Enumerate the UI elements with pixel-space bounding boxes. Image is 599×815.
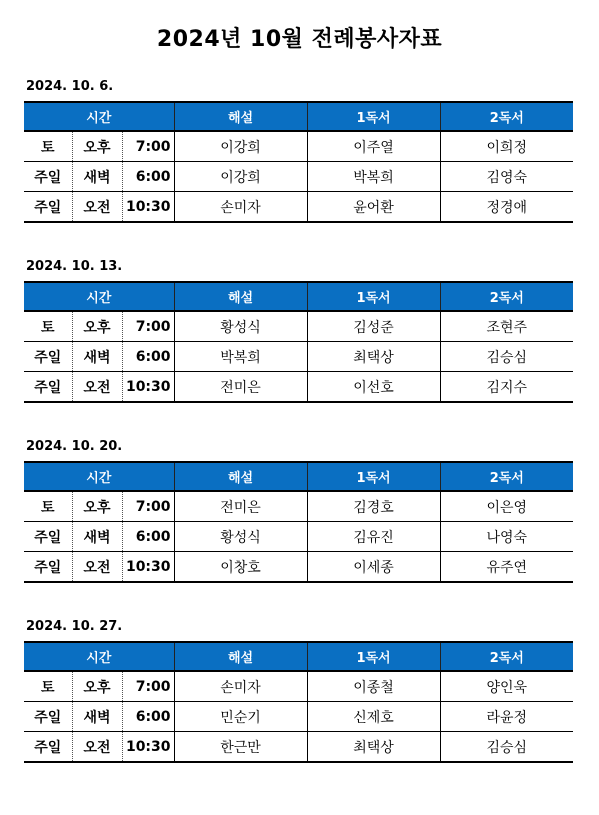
header-reader2: 2독서 xyxy=(440,642,573,671)
table-header-row xyxy=(24,462,573,491)
reader1-cell: 이주열 xyxy=(307,131,440,162)
time-cell: 10:30 xyxy=(122,552,174,583)
day-cell: 주일 xyxy=(24,192,72,223)
table-row xyxy=(24,702,573,732)
week-section xyxy=(24,618,573,763)
table-row xyxy=(24,491,573,522)
time-cell: 6:00 xyxy=(122,522,174,552)
ampm-cell: 새벽 xyxy=(72,162,122,192)
time-cell: 10:30 xyxy=(122,732,174,763)
header-time: 시간 xyxy=(24,102,174,131)
reader1-cell: 이종철 xyxy=(307,671,440,702)
commentary-cell: 이강희 xyxy=(174,162,307,192)
header-commentary: 해설 xyxy=(174,642,307,671)
commentary-cell: 이강희 xyxy=(174,131,307,162)
commentary-cell: 황성식 xyxy=(174,522,307,552)
commentary-cell: 박복희 xyxy=(174,342,307,372)
week-date: 2024. 10. 20. xyxy=(26,439,123,454)
reader2-cell: 이희정 xyxy=(440,131,573,162)
ampm-cell: 오후 xyxy=(72,671,122,702)
header-reader2: 2독서 xyxy=(440,462,573,491)
day-cell: 주일 xyxy=(24,342,72,372)
reader2-cell: 김지수 xyxy=(440,372,573,403)
commentary-cell: 황성식 xyxy=(174,311,307,342)
reader1-cell: 김성준 xyxy=(307,311,440,342)
ampm-cell: 새벽 xyxy=(72,342,122,372)
reader2-cell: 유주연 xyxy=(440,552,573,583)
ampm-cell: 오전 xyxy=(72,732,122,763)
time-cell: 7:00 xyxy=(122,671,174,702)
header-commentary: 해설 xyxy=(174,102,307,131)
reader1-cell: 윤어환 xyxy=(307,192,440,223)
reader2-cell: 김승심 xyxy=(440,342,573,372)
ampm-cell: 오후 xyxy=(72,491,122,522)
day-cell: 주일 xyxy=(24,162,72,192)
time-cell: 7:00 xyxy=(122,311,174,342)
ampm-cell: 새벽 xyxy=(72,702,122,732)
table-row xyxy=(24,522,573,552)
header-reader2: 2독서 xyxy=(440,102,573,131)
week-section xyxy=(24,78,573,223)
header-reader1: 1독서 xyxy=(307,642,440,671)
reader1-cell: 김경호 xyxy=(307,491,440,522)
week-date: 2024. 10. 13. xyxy=(26,259,123,274)
day-cell: 주일 xyxy=(24,372,72,403)
reader1-cell: 김유진 xyxy=(307,522,440,552)
schedule-table xyxy=(24,281,573,403)
schedule-table xyxy=(24,101,573,223)
reader2-cell: 조현주 xyxy=(440,311,573,342)
reader2-cell: 김영숙 xyxy=(440,162,573,192)
time-cell: 7:00 xyxy=(122,131,174,162)
page-title: 2024년 10월 전례봉사자표 xyxy=(156,27,443,52)
time-cell: 10:30 xyxy=(122,192,174,223)
table-row xyxy=(24,552,573,583)
ampm-cell: 오전 xyxy=(72,372,122,403)
week-date: 2024. 10. 6. xyxy=(26,79,114,94)
week-section xyxy=(24,258,573,403)
ampm-cell: 오후 xyxy=(72,131,122,162)
table-row xyxy=(24,732,573,763)
ampm-cell: 새벽 xyxy=(72,522,122,552)
header-time: 시간 xyxy=(24,462,174,491)
reader1-cell: 신제호 xyxy=(307,702,440,732)
commentary-cell: 이창호 xyxy=(174,552,307,583)
reader2-cell: 정경애 xyxy=(440,192,573,223)
day-cell: 주일 xyxy=(24,552,72,583)
commentary-cell: 손미자 xyxy=(174,192,307,223)
reader1-cell: 최택상 xyxy=(307,732,440,763)
header-reader1: 1독서 xyxy=(307,282,440,311)
table-row xyxy=(24,671,573,702)
table-row xyxy=(24,131,573,162)
week-date: 2024. 10. 27. xyxy=(26,619,123,634)
time-cell: 6:00 xyxy=(122,162,174,192)
header-reader2: 2독서 xyxy=(440,282,573,311)
day-cell: 토 xyxy=(24,311,72,342)
day-cell: 주일 xyxy=(24,732,72,763)
reader1-cell: 이선호 xyxy=(307,372,440,403)
header-time: 시간 xyxy=(24,642,174,671)
table-row xyxy=(24,311,573,342)
day-cell: 주일 xyxy=(24,702,72,732)
ampm-cell: 오후 xyxy=(72,311,122,342)
ampm-cell: 오전 xyxy=(72,192,122,223)
ampm-cell: 오전 xyxy=(72,552,122,583)
day-cell: 주일 xyxy=(24,522,72,552)
time-cell: 10:30 xyxy=(122,372,174,403)
reader2-cell: 김승심 xyxy=(440,732,573,763)
header-reader1: 1독서 xyxy=(307,102,440,131)
day-cell: 토 xyxy=(24,491,72,522)
day-cell: 토 xyxy=(24,131,72,162)
header-time: 시간 xyxy=(24,282,174,311)
commentary-cell: 전미은 xyxy=(174,372,307,403)
reader2-cell: 라윤정 xyxy=(440,702,573,732)
reader2-cell: 나영숙 xyxy=(440,522,573,552)
reader2-cell: 이은영 xyxy=(440,491,573,522)
table-row xyxy=(24,372,573,403)
commentary-cell: 손미자 xyxy=(174,671,307,702)
reader1-cell: 박복희 xyxy=(307,162,440,192)
header-reader1: 1독서 xyxy=(307,462,440,491)
time-cell: 6:00 xyxy=(122,342,174,372)
schedule-table xyxy=(24,641,573,763)
table-header-row xyxy=(24,282,573,311)
reader1-cell: 이세종 xyxy=(307,552,440,583)
header-commentary: 해설 xyxy=(174,462,307,491)
table-row xyxy=(24,162,573,192)
table-row xyxy=(24,192,573,223)
table-header-row xyxy=(24,642,573,671)
header-commentary: 해설 xyxy=(174,282,307,311)
time-cell: 7:00 xyxy=(122,491,174,522)
reader2-cell: 양인욱 xyxy=(440,671,573,702)
day-cell: 토 xyxy=(24,671,72,702)
commentary-cell: 전미은 xyxy=(174,491,307,522)
commentary-cell: 한근만 xyxy=(174,732,307,763)
table-header-row xyxy=(24,102,573,131)
table-row xyxy=(24,342,573,372)
reader1-cell: 최택상 xyxy=(307,342,440,372)
time-cell: 6:00 xyxy=(122,702,174,732)
schedule-table xyxy=(24,461,573,583)
commentary-cell: 민순기 xyxy=(174,702,307,732)
week-section xyxy=(24,438,573,583)
